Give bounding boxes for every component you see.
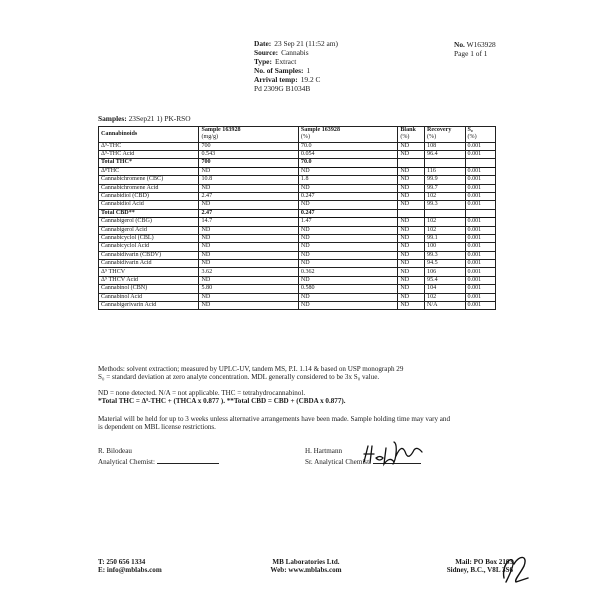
report-header — [254, 40, 338, 93]
table-cell: ND — [199, 184, 298, 192]
table-cell: 0.001 — [465, 293, 495, 301]
table-cell: Δ⁹ THCV — [99, 268, 199, 276]
header-line: Type: Extract — [254, 56, 297, 66]
methods-note — [98, 365, 518, 382]
table-cell: ND — [199, 260, 298, 268]
table-cell: ND — [398, 167, 425, 175]
table-cell: ND — [298, 226, 397, 234]
table-cell: 2.47 — [199, 192, 298, 200]
column-header-blank: Blank (%) — [398, 127, 425, 143]
table-cell: ND — [398, 184, 425, 192]
table-cell: 102 — [425, 218, 465, 226]
table-cell: 0.001 — [465, 201, 495, 209]
table-total-row — [99, 209, 496, 217]
table-cell: ND — [398, 251, 425, 259]
column-header-s0: S₀ (%) — [465, 127, 495, 143]
table-cell — [465, 209, 495, 217]
table-cell: 0.001 — [465, 192, 495, 200]
table-cell: ND — [298, 260, 397, 268]
table-row — [99, 226, 496, 234]
table-cell: ND — [298, 167, 397, 175]
table-cell: 102 — [425, 293, 465, 301]
table-cell: ND — [298, 243, 397, 251]
table-cell: ND — [398, 234, 425, 242]
document-number-block — [454, 40, 496, 58]
table-cell: 99.3 — [425, 251, 465, 259]
table-cell: 0.001 — [465, 276, 495, 284]
table-cell: ND — [398, 268, 425, 276]
footer-company — [258, 558, 354, 575]
table-cell: 0.001 — [465, 234, 495, 242]
table-cell: ND — [398, 150, 425, 158]
table-cell: Cannabidivarin Acid — [99, 260, 199, 268]
table-cell: ND — [398, 302, 425, 310]
table-cell: 0.362 — [298, 268, 397, 276]
table-cell: Total THC* — [99, 159, 199, 167]
table-cell: ND — [298, 234, 397, 242]
table-cell: Cannabicyclol Acid — [99, 243, 199, 251]
table-cell: ND — [398, 192, 425, 200]
table-cell: ND — [298, 302, 397, 310]
table-cell: 5.80 — [199, 285, 298, 293]
header-line: No. of Samples: 1 — [254, 65, 311, 75]
table-cell: ND — [298, 251, 397, 259]
table-row — [99, 243, 496, 251]
table-cell: 0.001 — [465, 285, 495, 293]
table-row — [99, 302, 496, 310]
table-cell: 99.3 — [425, 201, 465, 209]
footer-email: E: info@mblabs.com — [98, 566, 162, 575]
table-cell: ND — [298, 184, 397, 192]
table-cell: N/A — [425, 302, 465, 310]
header-line: Arrival temp: 19.2 C — [254, 74, 321, 84]
table-cell: 0.247 — [298, 209, 397, 217]
senior-chemist-name: H. Hartmann — [305, 447, 343, 455]
table-cell: 0.001 — [465, 218, 495, 226]
table-cell: ND — [398, 293, 425, 301]
table-row — [99, 167, 496, 175]
chemist-name: R. Bilodeau — [98, 447, 132, 455]
table-cell: Cannabinol Acid — [99, 293, 199, 301]
table-row — [99, 260, 496, 268]
table-row — [99, 192, 496, 200]
table-cell: 0.001 — [465, 184, 495, 192]
table-cell: ND — [199, 251, 298, 259]
signature-line — [157, 456, 219, 464]
material-text-2: is dependent on MBL license restrictions. — [98, 423, 216, 432]
table-cell: ND — [298, 293, 397, 301]
table-row — [99, 201, 496, 209]
handwritten-signature-image — [360, 436, 426, 470]
table-cell: 700 — [199, 159, 298, 167]
table-cell: 2.47 — [199, 209, 298, 217]
table-cell: 0.001 — [465, 260, 495, 268]
table-cell: 0.001 — [465, 251, 495, 259]
column-header-sample-pct: Sample 163928 (%) — [298, 127, 397, 143]
table-row — [99, 142, 496, 150]
table-header-row — [99, 127, 496, 143]
table-row — [99, 176, 496, 184]
table-cell: 0.001 — [465, 226, 495, 234]
table-cell: 0.054 — [298, 150, 397, 158]
table-row — [99, 276, 496, 284]
table-cell: ND — [398, 201, 425, 209]
table-cell: ND — [199, 293, 298, 301]
table-row — [99, 251, 496, 259]
table-cell: 0.001 — [465, 268, 495, 276]
column-header-recovery: Recovery (%) — [425, 127, 465, 143]
table-cell: 100 — [425, 243, 465, 251]
table-cell: ND — [199, 201, 298, 209]
table-cell: Cannabinol (CBN) — [99, 285, 199, 293]
table-cell: 1.47 — [298, 218, 397, 226]
table-cell: 104 — [425, 285, 465, 293]
material-text-1: Material will be held for up to 3 weeks unless alternative arrangements have been made. Sample holding time may vary and — [98, 415, 451, 423]
cannabinoid-results-table — [98, 126, 496, 310]
table-cell: 99.1 — [425, 234, 465, 242]
table-cell: 14.7 — [199, 218, 298, 226]
table-cell — [398, 209, 425, 217]
table-cell: Cannabidivarin (CBDV) — [99, 251, 199, 259]
s0-definition-text: S₀ = standard deviation at zero analyte concentration. MDL generally considered to be 3x S₀ value. — [98, 373, 380, 382]
table-cell: 0.001 — [465, 302, 495, 310]
methods-text: Methods: solvent extraction; measured by UPLC-UV, tandem MS, P.I. 1.14 & based on USP monograph 29 — [98, 365, 404, 373]
table-cell: Total CBD** — [99, 209, 199, 217]
table-cell: 99.9 — [425, 176, 465, 184]
table-cell: Cannabidiol (CBD) — [99, 192, 199, 200]
table-row — [99, 184, 496, 192]
table-cell: 0.580 — [298, 285, 397, 293]
table-cell: 70.0 — [298, 142, 397, 150]
table-cell: ND — [398, 243, 425, 251]
table-cell: 96.4 — [425, 150, 465, 158]
table-cell: Cannabichromene Acid — [99, 184, 199, 192]
nd-definition-text: ND = none detected. N/A = not applicable. THC = tetrahydrocannabinol. — [98, 389, 306, 397]
table-cell — [425, 209, 465, 217]
footer-phone: T: 250 656 1334 — [98, 558, 146, 566]
table-cell: 102 — [425, 226, 465, 234]
table-cell: 70.0 — [298, 159, 397, 167]
table-cell: ND — [199, 167, 298, 175]
material-note — [98, 415, 518, 432]
header-line: Pd 2309G B1034B — [254, 83, 311, 93]
table-cell: 0.001 — [465, 167, 495, 175]
table-cell: ND — [398, 142, 425, 150]
totals-formula-text: *Total THC = Δ⁹-THC + (THCA x 0.877 ). **Total CBD = CBD + (CBDA x 0.877). — [98, 397, 346, 406]
mail-address-1: Mail: PO Box 2103 — [455, 558, 513, 566]
handwritten-initials-mark — [498, 548, 532, 588]
table-cell: Cannabicyclol (CBL) — [99, 234, 199, 242]
definitions-note — [98, 389, 518, 406]
table-cell: ND — [199, 243, 298, 251]
table-cell: ND — [398, 176, 425, 184]
table-cell: 95.4 — [425, 276, 465, 284]
table-cell: 10.8 — [199, 176, 298, 184]
company-name: MB Laboratories Ltd. — [272, 558, 340, 566]
table-cell: 0.001 — [465, 142, 495, 150]
table-row — [99, 234, 496, 242]
chemist-title: Analytical Chemist: — [98, 457, 155, 466]
table-cell: ND — [199, 234, 298, 242]
table-cell: 108 — [425, 142, 465, 150]
table-cell: Cannabigerol Acid — [99, 226, 199, 234]
table-cell: Δ⁹-THC Acid — [99, 150, 199, 158]
mail-address-2: Sidney, B.C., V8L 3S6 — [446, 566, 513, 575]
table-cell: 0.001 — [465, 150, 495, 158]
table-row — [99, 218, 496, 226]
table-cell: Δ⁹ THCV Acid — [99, 276, 199, 284]
table-total-row — [99, 159, 496, 167]
samples-line: Samples: 23Sep21 1) PK-RSO — [98, 114, 191, 123]
company-web: Web: www.mblabs.com — [270, 566, 342, 575]
footer-contact — [98, 558, 162, 575]
header-line: Source: Cannabis — [254, 47, 309, 57]
column-header-cannabinoids: Cannabinoids — [99, 127, 199, 143]
table-cell: 3.62 — [199, 268, 298, 276]
table-cell: 99.7 — [425, 184, 465, 192]
table-cell: ND — [398, 218, 425, 226]
table-cell: 0.247 — [298, 192, 397, 200]
table-cell: 116 — [425, 167, 465, 175]
table-cell: ND — [398, 226, 425, 234]
table-cell: ND — [298, 201, 397, 209]
table-row — [99, 285, 496, 293]
table-cell: 1.8 — [298, 176, 397, 184]
table-cell: Δ⁸THC — [99, 167, 199, 175]
table-cell: 0.543 — [199, 150, 298, 158]
column-header-sample-mg: Sample 163928 (mg/g) — [199, 127, 298, 143]
table-cell: ND — [199, 276, 298, 284]
table-cell — [425, 159, 465, 167]
table-cell: ND — [398, 260, 425, 268]
document-number: No. W163928 — [454, 40, 496, 49]
table-cell: 106 — [425, 268, 465, 276]
table-row — [99, 150, 496, 158]
table-cell: ND — [398, 276, 425, 284]
table-cell: 0.001 — [465, 176, 495, 184]
table-cell: ND — [298, 276, 397, 284]
table-cell: 102 — [425, 192, 465, 200]
signature-block-left — [98, 447, 219, 467]
table-cell: Cannabichromene (CBC) — [99, 176, 199, 184]
table-cell: Cannabigerol (CBG) — [99, 218, 199, 226]
table-cell: Cannabigerivarin Acid — [99, 302, 199, 310]
table-cell: ND — [199, 302, 298, 310]
table-cell: 0.001 — [465, 243, 495, 251]
table-cell — [398, 159, 425, 167]
table-cell: Δ⁹-THC — [99, 142, 199, 150]
table-row — [99, 293, 496, 301]
table-cell: 94.5 — [425, 260, 465, 268]
table-cell: 700 — [199, 142, 298, 150]
senior-chemist-title: Sr. Analytical Chemist: — [305, 457, 372, 466]
table-cell: Cannabidiol Acid — [99, 201, 199, 209]
table-cell — [465, 159, 495, 167]
table-cell: ND — [398, 285, 425, 293]
header-line: Date: 23 Sep 21 (11:52 am) — [254, 39, 339, 48]
table-cell: ND — [199, 226, 298, 234]
table-row — [99, 268, 496, 276]
page-indicator: Page 1 of 1 — [454, 49, 488, 58]
